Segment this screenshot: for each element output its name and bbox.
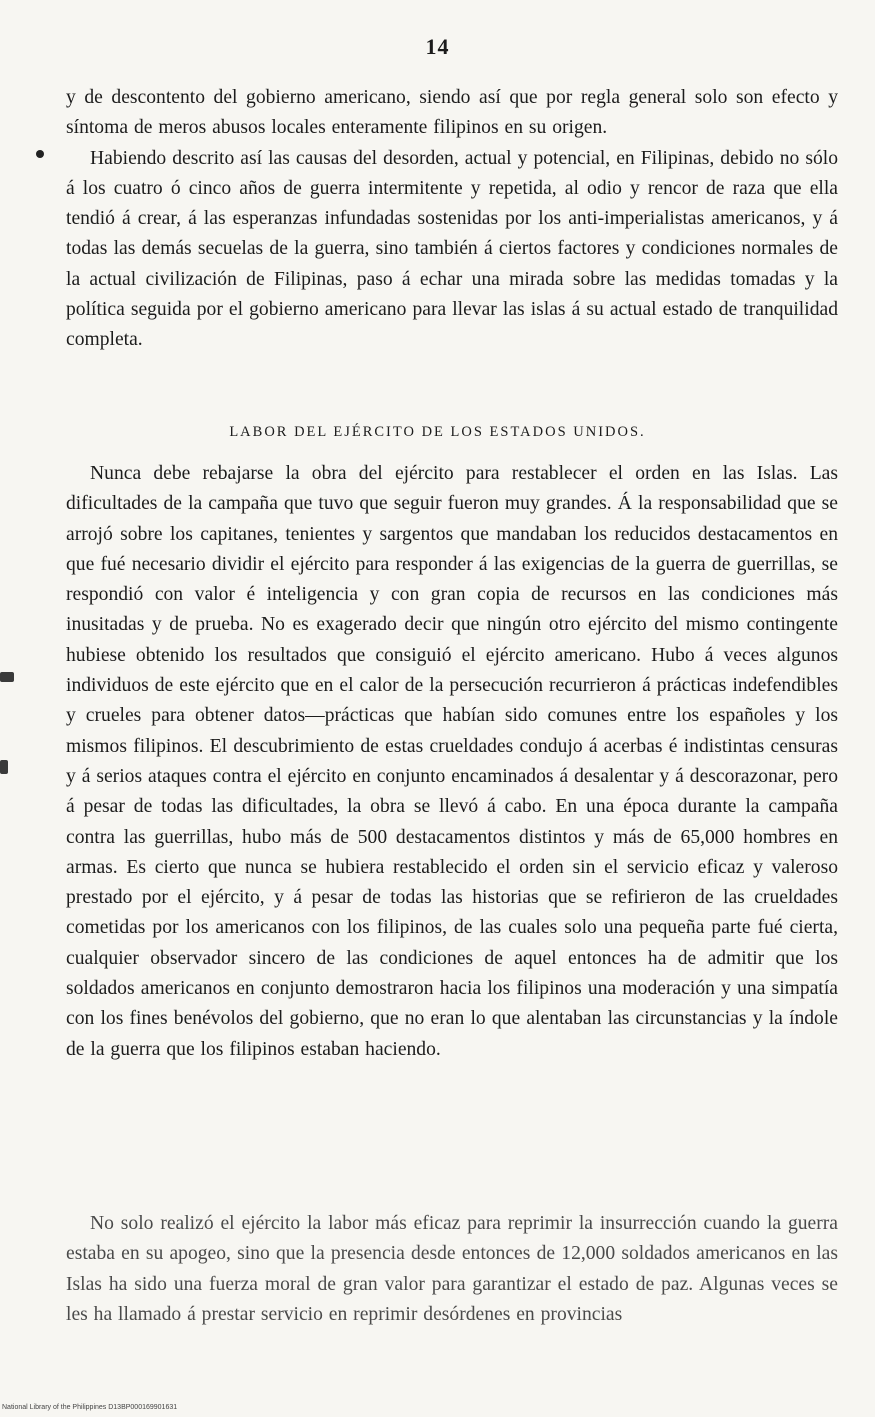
paragraph-continuation: y de descontento del gobierno americano, siendo así que por regla general solo son efecto y síntoma de meros abusos locales enteramente filipinos en su origen.	[66, 87, 838, 139]
margin-mark-lower	[0, 760, 8, 774]
paragraph-causes: Habiendo descrito así las causas del desorden, actual y potencial, en Filipinas, debido no sólo á los cuatro ó cinco años de guerra intermitente y repetida, al odio y rencor de raza que ella tendió á crear, á las esperanzas infundadas sostenidas por los anti-imperialistas americanos, y á todas las demás secuelas de la guerra, sino también á ciertos factores y condiciones normales de la actual civilización de Filipinas, paso á echar una mirada sobre las medidas tomadas y la política seguida por el gobierno americano para llevar las islas á su actual estado de tranquilidad completa.	[66, 147, 838, 351]
margin-bullet	[36, 150, 44, 158]
text-block-army	[66, 459, 838, 1065]
footer-credit: National Library of the Philippines D13BP000169901631	[2, 1404, 178, 1411]
paragraph-army: Nunca debe rebajarse la obra del ejército para restablecer el orden en las Islas. Las dificultades de la campaña que tuvo que seguir fueron muy grandes. Á la responsabilidad que se arrojó sobre los capitanes, tenientes y sargentos que mandaban los reducidos destacamentos en que fué necesario dividir el ejército para responder á las exigencias de la guerra de guerrillas, se respondió con valor é inteligencia y con gran copia de recursos en las condiciones más inusitadas y de prueba. No es exagerado decir que ningún otro ejército del mismo contingente hubiese obtenido los resultados que consiguió el ejército americano. Hubo á veces algunos individuos de este ejército que en el calor de la persecución recurrieron á prácticas indefendibles y crueles para obtener datos—prácticas que habían sido comunes entre los españoles y los mismos filipinos. El descubrimiento de estas crueldades condujo á acerbas é indistintas censuras y á serios ataques contra el ejército en conjunto encaminados á desalentar y á descorazonar, pero á pesar de todas las dificultades, la obra se llevó á cabo. En una época durante la campaña contra las guerrillas, hubo más de 500 destacamentos distintos y más de 65,000 hombres en armas. Es cierto que nunca se hubiera restablecido el orden sin el servicio eficaz y valeroso prestado por el ejército, y á pesar de todas las historias que se refirieron de las crueldades cometidas por los americanos con los filipinos, de las cuales solo una pequeña parte fué cierta, cualquier observador sincero de las condiciones de aquel entonces ha de admitir que los soldados americanos en conjunto demostraron hacia los filipinos una moderación y una simpatía con los fines benévolos del gobierno, que no eran lo que alentaban las circunstancias y la índole de la guerra que los filipinos estaban haciendo.	[66, 463, 838, 1060]
paragraph-moral-force: No solo realizó el ejército la labor más eficaz para reprimir la insurrección cuando la guerra estaba en su apogeo, sino que la presencia desde entonces de 12,000 soldados americanos en las Islas ha sido una fuerza moral de gran valor para garantizar el estado de paz. Algunas veces se les ha llamado á prestar servicio en reprimir desórdenes en provincias	[66, 1213, 838, 1325]
text-block-moral-force	[66, 1209, 838, 1330]
page-number: 14	[425, 34, 450, 59]
section-heading: LABOR DEL EJÉRCITO DE LOS ESTADOS UNIDOS.	[229, 424, 646, 440]
text-block-intro	[66, 83, 838, 356]
margin-mark-upper	[0, 672, 14, 682]
